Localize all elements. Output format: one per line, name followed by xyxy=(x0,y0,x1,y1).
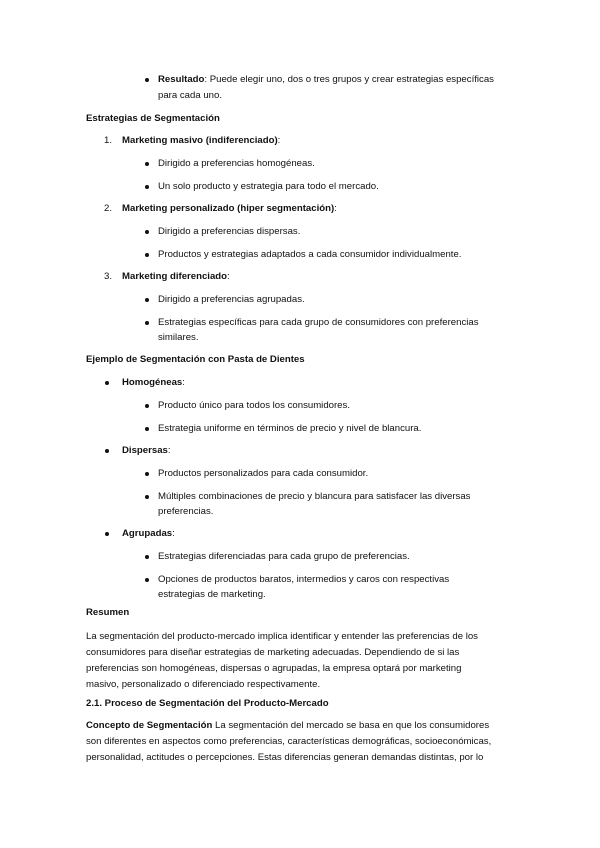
bullet-icon xyxy=(145,78,149,82)
list-item: Dirigido a preferencias agrupadas. xyxy=(158,294,305,305)
paragraph-line: preferencias son homogéneas, dispersas o agrupadas, la empresa optará por marketing xyxy=(86,663,462,674)
list-item: Estrategia uniforme en términos de precio y nivel de blancura. xyxy=(158,423,422,434)
bullet-icon xyxy=(145,555,149,559)
section-heading-2-1: 2.1. Proceso de Segmentación del Producto-Mercado xyxy=(86,698,329,709)
bullet-icon xyxy=(145,185,149,189)
list-item: Un solo producto y estrategia para todo el mercado. xyxy=(158,181,379,192)
group-title: Dispersas: xyxy=(122,445,171,456)
paragraph-line: consumidores para diseñar estrategias de marketing adecuadas. Dependiendo de si las xyxy=(86,647,460,658)
concept-label: Concepto de Segmentación xyxy=(86,720,213,731)
list-number: 2. xyxy=(104,203,113,214)
bullet-icon xyxy=(145,427,149,431)
list-item: Dirigido a preferencias dispersas. xyxy=(158,226,301,237)
bullet-icon xyxy=(145,321,149,325)
list-item: Productos personalizados para cada consumidor. xyxy=(158,468,369,479)
bullet-icon xyxy=(105,532,109,536)
bullet-icon xyxy=(145,578,149,582)
group-title: Homogéneas: xyxy=(122,377,185,388)
list-item: Estrategias diferenciadas para cada grupo de preferencias. xyxy=(158,551,410,562)
bullet-icon xyxy=(145,230,149,234)
list-item: Dirigido a preferencias homogéneas. xyxy=(158,158,315,169)
list-item: Productos y estrategias adaptados a cada consumidor individualmente. xyxy=(158,249,462,260)
paragraph-line: masivo, personalizado o diferenciado respectivamente. xyxy=(86,679,321,690)
group-title: Agrupadas: xyxy=(122,528,175,539)
bullet-icon xyxy=(105,449,109,453)
bullet-icon xyxy=(145,404,149,408)
paragraph-line: La segmentación del producto-mercado implica identificar y entender las preferencias de los xyxy=(86,631,478,642)
list-item-continuation: preferencias. xyxy=(158,506,214,517)
bullet-icon xyxy=(145,495,149,499)
strategy-title: Marketing masivo (indiferenciado): xyxy=(122,135,281,146)
list-item: Opciones de productos baratos, intermedios y caros con respectivas xyxy=(158,574,450,585)
list-number: 1. xyxy=(104,135,113,146)
bullet-icon xyxy=(145,298,149,302)
list-item-continuation: similares. xyxy=(158,332,199,343)
list-item: Producto único para todos los consumidores. xyxy=(158,400,350,411)
list-item-continuation: estrategias de marketing. xyxy=(158,589,266,600)
bullet-icon xyxy=(145,253,149,257)
bullet-icon xyxy=(145,472,149,476)
paragraph-line: Concepto de Segmentación La segmentación del mercado se basa en que los consumidores xyxy=(86,720,490,731)
paragraph-line: son diferentes en aspectos como preferencias, características demográficas, socioeconómicas, xyxy=(86,736,492,747)
intro-item-label: Resultado xyxy=(158,74,205,85)
list-number: 3. xyxy=(104,271,113,282)
bullet-icon xyxy=(145,162,149,166)
paragraph-line: personalidad, actitudes o percepciones. Estas diferencias generan demandas distintas, por lo xyxy=(86,752,484,763)
list-item: Estrategias específicas para cada grupo de consumidores con preferencias xyxy=(158,317,479,328)
list-item: Múltiples combinaciones de precio y blancura para satisfacer las diversas xyxy=(158,491,471,502)
section-heading-resumen: Resumen xyxy=(86,607,130,618)
bullet-icon xyxy=(105,381,109,385)
section-heading-estrategias: Estrategias de Segmentación xyxy=(86,113,220,124)
section-heading-ejemplo: Ejemplo de Segmentación con Pasta de Dientes xyxy=(86,354,305,365)
strategy-title: Marketing personalizado (hiper segmentación): xyxy=(122,203,337,214)
intro-item-line2: para cada uno. xyxy=(158,90,223,101)
strategy-title: Marketing diferenciado: xyxy=(122,271,230,282)
intro-item-line1: Resultado: Puede elegir uno, dos o tres grupos y crear estrategias específicas xyxy=(158,74,494,85)
